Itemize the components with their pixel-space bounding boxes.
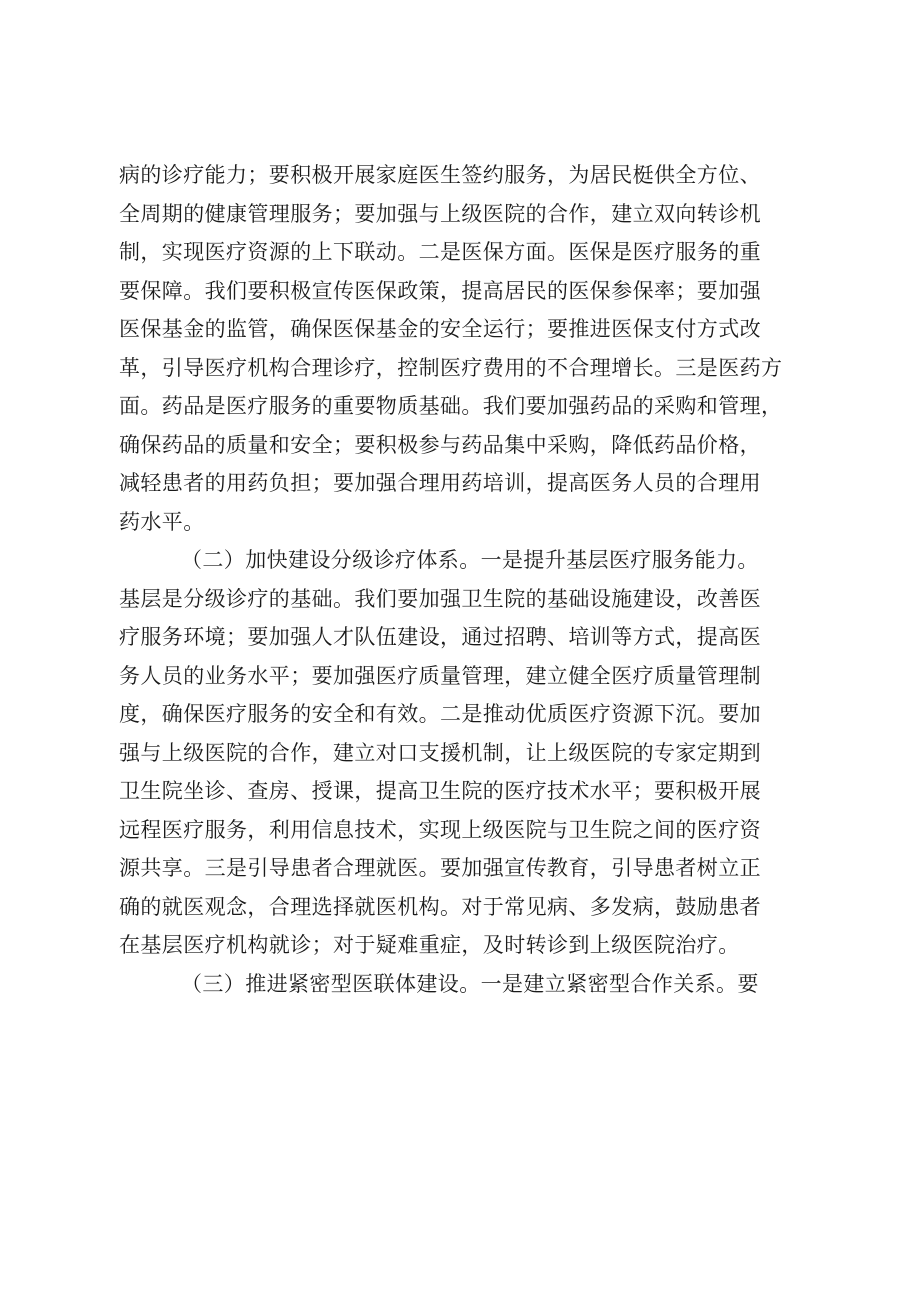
text-line: 病的诊疗能力；要积极开展家庭医生签约服务，为居民梃供全方位、 <box>119 163 761 187</box>
text-line: 要保障。我们要积极宣传医保政策，提高居民的医保参保率；要加强 <box>119 278 761 303</box>
text-line: 确保药品的质量和安全；要积极参与药品集中采购，降低药品价格， <box>119 432 761 457</box>
text-line: 医保基金的监管，确保医保基金的安全运行；要推进医保支付方式改 <box>119 317 761 341</box>
text-line: 卫生院坐诊、查房、授课，提高卫生院的医疗技术水平；要积极开展 <box>119 779 761 803</box>
text-line: 制，实现医疗资源的上下联动。二是医保方面。医保是医疗服务的重 <box>119 240 761 264</box>
text-line: 度，确保医疗服务的安全和有效。二是推动优质医疗资源下沉。要加 <box>119 702 761 726</box>
text-line: 面。药品是医疗服务的重要物质基础。我们要加强药品的采购和管理， <box>119 394 783 418</box>
document-body <box>119 156 819 1003</box>
text-line: 在基层医疗机构就诊；对于疑难重症，及时转诊到上级医院治疗。 <box>119 933 740 957</box>
section-heading-line: （二）加快建设分级诊疗体系。一是提升基层医疗服务能力。 <box>181 548 759 572</box>
text-line: 确的就医观念，合理选择就医机构。对于常见病、多发病，鼓励患者 <box>119 894 761 919</box>
text-line: 远程医疗服务，利用信息技术，实现上级医院与卫生院之间的医疗资 <box>119 817 761 842</box>
text-line: 务人员的业务水平；要加强医疗质量管理，建立健全医疗质量管理制 <box>119 663 761 688</box>
text-line: 药水平。 <box>119 509 205 534</box>
text-line: 全周期的健康管理服务；要加强与上级医院的合作，建立双向转诊机 <box>119 201 761 226</box>
section-heading-line: （三）推进紧密型医联体建设。一是建立紧密型合作关系。要 <box>181 971 759 996</box>
text-line: 疗服务环境；要加强人才队伍建设，通过招聘、培训等方式，提高医 <box>119 625 761 649</box>
text-line: 强与上级医院的合作，建立对口支援机制，让上级医院的专家定期到 <box>119 740 761 765</box>
text-line: 基层是分级诊疗的基础。我们要加强卫生院的基础设施建设，改善医 <box>119 586 761 611</box>
text-line: 源共享。三是引导患者合理就医。要加强宣传教育，引导患者树立正 <box>119 856 761 880</box>
text-line: 减轻患者的用药负担；要加强合理用药培训，提高医务人员的合理用 <box>119 471 761 495</box>
text-line: 革，引导医疗机构合理诊疗，控制医疗费用的不合理增长。三是医药方 <box>119 355 783 380</box>
